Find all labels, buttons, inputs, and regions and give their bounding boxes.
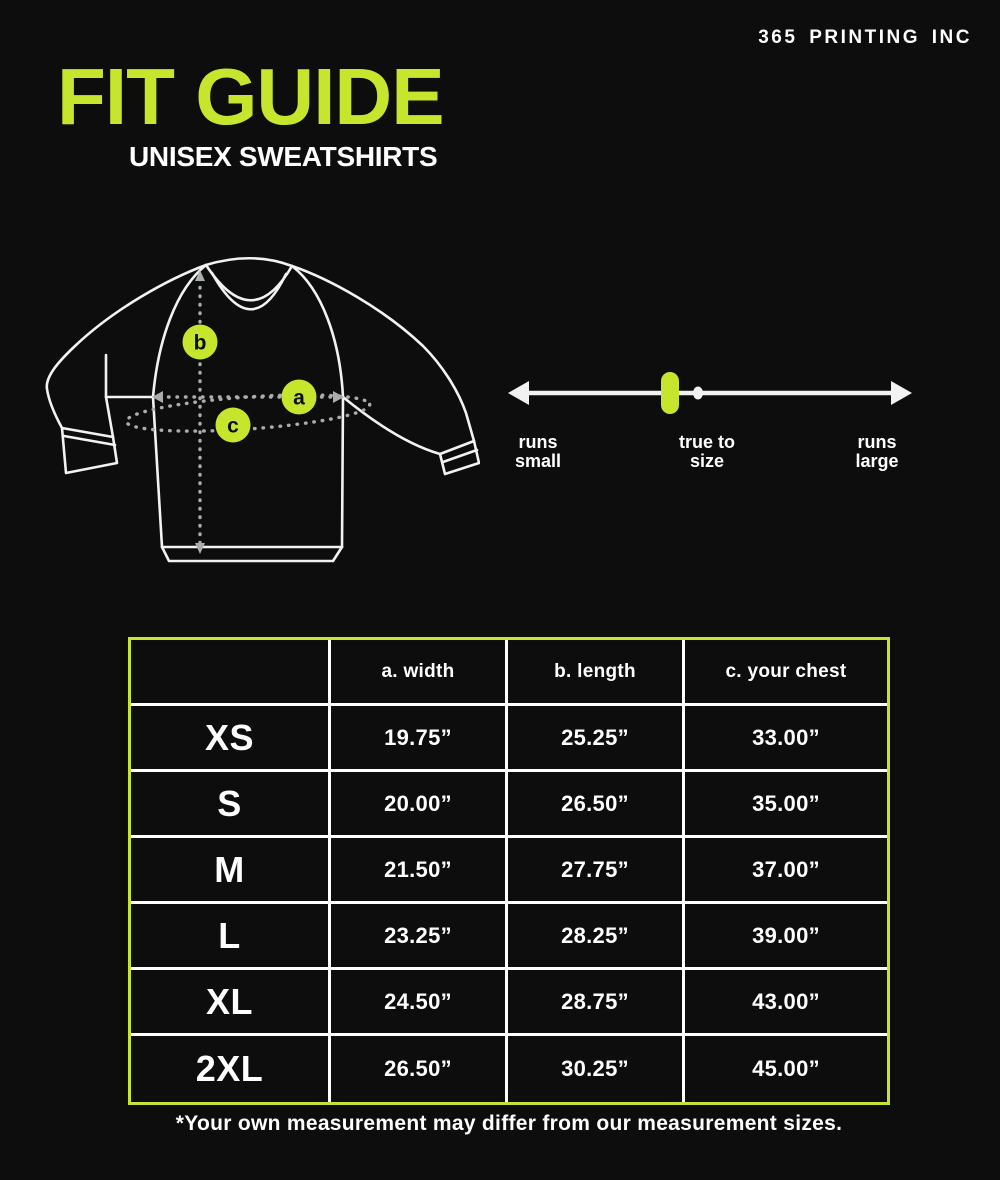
table-header-chest: c. your chest xyxy=(685,640,887,706)
chest-cell-l: 39.00” xyxy=(685,904,887,970)
table-header-length: b. length xyxy=(508,640,685,706)
width-cell-xs: 19.75” xyxy=(331,706,508,772)
size-cell-xs: XS xyxy=(131,706,331,772)
point-b-label: b xyxy=(193,331,207,355)
runs-small-label: runs small xyxy=(514,432,562,471)
length-cell-s: 26.50” xyxy=(508,772,685,838)
chest-cell-m: 37.00” xyxy=(685,838,887,904)
length-cell-xl: 28.75” xyxy=(508,970,685,1036)
size-cell-xl: XL xyxy=(131,970,331,1036)
scale-left-arrowhead xyxy=(508,381,529,405)
length-cell-l: 28.25” xyxy=(508,904,685,970)
width-cell-xl: 24.50” xyxy=(331,970,508,1036)
chest-cell-2xl: 45.00” xyxy=(752,1056,820,1081)
chest-cell-xs: 33.00” xyxy=(685,706,887,772)
width-cell-2xl: 26.50” xyxy=(331,1036,508,1102)
page-subtitle: UNISEX SWEATSHIRTS xyxy=(129,141,438,172)
width-cell-s: 20.00” xyxy=(331,772,508,838)
measurement-dotted-lines xyxy=(125,279,371,543)
width-cell-l: 23.25” xyxy=(331,904,508,970)
true-to-size-label: true to size xyxy=(679,432,735,471)
chest-cell-xl: 43.00” xyxy=(685,970,887,1036)
table-header-empty xyxy=(131,640,331,706)
measure-point-c xyxy=(216,408,251,443)
scale-marker xyxy=(661,372,679,414)
measurement-disclaimer: *Your own measurement may differ from our measurement sizes. xyxy=(175,1112,843,1135)
chest-cell-s: 35.00” xyxy=(685,772,887,838)
length-cell-xs: 25.25” xyxy=(508,706,685,772)
measurement-arrowheads xyxy=(152,270,344,554)
size-cell-l: L xyxy=(131,904,331,970)
scale-dot xyxy=(693,387,703,400)
size-cell-s: S xyxy=(131,772,331,838)
page-title: FIT GUIDE xyxy=(57,52,444,141)
measure-point-a xyxy=(282,380,317,415)
scale-right-arrowhead xyxy=(891,381,912,405)
size-cell-m: M xyxy=(131,838,331,904)
length-cell-m: 27.75” xyxy=(508,838,685,904)
sweatshirt-diagram xyxy=(30,245,480,575)
length-cell-2xl: 30.25” xyxy=(508,1036,685,1102)
measure-point-b xyxy=(183,325,218,360)
point-a-label: a xyxy=(293,386,305,410)
size-table xyxy=(128,637,890,1105)
point-c-label: c xyxy=(227,414,239,438)
fit-scale xyxy=(505,368,915,420)
sweatshirt-outline xyxy=(47,258,479,561)
brand-text: 365 PRINTING INC xyxy=(758,27,972,48)
table-header-width: a. width xyxy=(331,640,508,706)
width-cell-m: 21.50” xyxy=(331,838,508,904)
runs-large-label: runs large xyxy=(855,432,899,471)
size-cell-2xl: 2XL xyxy=(131,1036,331,1102)
